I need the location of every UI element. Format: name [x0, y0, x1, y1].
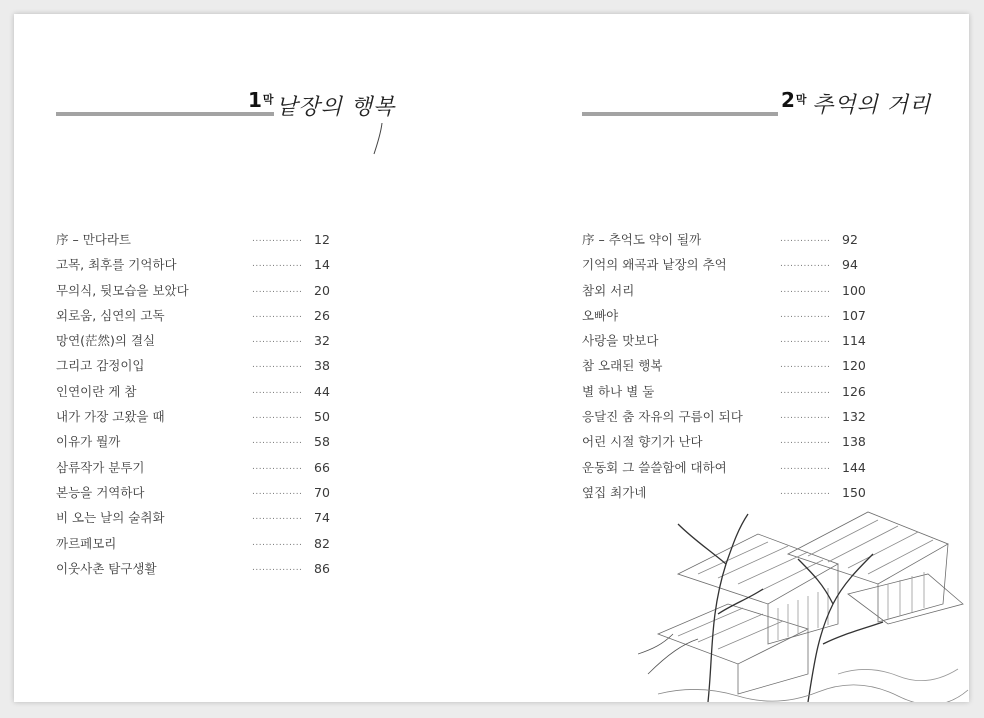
toc-leader: ...............: [252, 461, 303, 472]
toc-page-number: 132: [842, 409, 866, 425]
toc-leader: ...............: [252, 234, 303, 244]
toc-entry[interactable]: [56, 353, 356, 378]
toc-entry[interactable]: [56, 455, 356, 480]
toc-entry-title: 무의식, 뒷모습을 보았다: [56, 282, 189, 298]
act1-number-suffix: 막: [262, 93, 274, 106]
toc-entry-title: 별 하나 별 둘: [582, 383, 655, 399]
act2-number-suffix: 막: [795, 93, 807, 106]
toc-entry-title: 옆집 최가네: [582, 484, 647, 500]
toc-entry-title: 운동회 그 쓸쓸함에 대하여: [582, 459, 727, 475]
toc-page-number: 32: [314, 333, 330, 349]
toc-entry-title: 응달진 춤 자유의 구름이 되다: [582, 409, 743, 425]
toc-leader: ...............: [252, 284, 303, 295]
toc-entry-title: 망연(茫然)의 결실: [56, 333, 156, 349]
toc-entry-title: 기억의 왜곡과 낱장의 추억: [582, 257, 727, 273]
toc-page-number: 94: [842, 257, 858, 273]
toc-entry-title: 외로움, 심연의 고독: [56, 307, 165, 323]
toc-leader: ...............: [252, 335, 303, 346]
toc-page-number: 50: [314, 409, 330, 425]
toc-entry[interactable]: [56, 531, 356, 556]
toc-leader: ...............: [780, 385, 831, 396]
act1-title: 낱장의 행복: [276, 95, 396, 120]
sketch-tree: [678, 514, 763, 702]
toc-entry[interactable]: [582, 379, 882, 404]
toc-entry-title: 참외 서리: [582, 282, 635, 298]
toc-entry-title: 까르페모리: [56, 535, 117, 551]
toc-entry[interactable]: [56, 227, 356, 252]
toc-leader: ...............: [252, 411, 303, 422]
toc-page-number: 82: [314, 535, 330, 551]
toc-entry-title: 본능을 거역하다: [56, 484, 145, 500]
toc-entry-title: 이유가 뭘까: [56, 434, 121, 450]
toc-entry-title: 비 오는 날의 술취화: [56, 510, 165, 526]
toc-leader: ...............: [780, 234, 831, 244]
toc-page-number: 144: [842, 459, 866, 475]
act1-number-digit: 1: [248, 88, 262, 112]
toc-leader: ...............: [252, 512, 303, 523]
toc-leader: ...............: [252, 385, 303, 396]
toc-entry[interactable]: [582, 227, 882, 252]
act1-calligraphy-stroke-icon: [372, 122, 386, 156]
toc-page-number: 44: [314, 383, 330, 399]
act1-number: [248, 88, 274, 112]
toc-entry[interactable]: [582, 252, 882, 277]
toc-page-number: 86: [314, 560, 330, 576]
toc-entry[interactable]: [56, 252, 356, 277]
toc-page-number: 120: [842, 358, 866, 374]
act2-number-digit: 2: [781, 88, 795, 112]
toc-entry[interactable]: [56, 556, 356, 581]
toc-page-number: 38: [314, 358, 330, 374]
act1-header-bar: [56, 112, 274, 116]
toc-entry-title: 인연이란 게 참: [56, 383, 137, 399]
toc-page-number: 107: [842, 307, 866, 323]
toc-leader: ...............: [780, 335, 831, 346]
toc-entry-title: 내가 가장 고왔을 때: [56, 409, 165, 425]
toc-leader: ...............: [252, 436, 303, 447]
toc-entry-title: 어린 시절 향기가 난다: [582, 434, 703, 450]
toc-leader: ...............: [252, 259, 303, 270]
toc-leader: ...............: [252, 486, 303, 497]
toc-entry[interactable]: [582, 429, 882, 454]
toc-leader: ...............: [780, 461, 831, 472]
toc-leader: ...............: [780, 411, 831, 422]
book-spread: [14, 14, 969, 702]
toc-entry-title: 이웃사촌 탐구생활: [56, 560, 157, 576]
toc-leader: ...............: [252, 537, 303, 548]
toc-page-number: 150: [842, 484, 866, 500]
toc-entry[interactable]: [56, 278, 356, 303]
toc-leader: ...............: [780, 309, 831, 320]
sketch-roof: [658, 604, 808, 664]
toc-leader: ...............: [252, 309, 303, 320]
act2-toc-list: [582, 227, 882, 505]
toc-entry[interactable]: [582, 278, 882, 303]
toc-entry-title: 고목, 최후를 기억하다: [56, 257, 177, 273]
toc-entry-title: 序 – 추억도 약이 될까: [582, 232, 702, 247]
toc-entry[interactable]: [582, 328, 882, 353]
toc-page-number: 114: [842, 333, 866, 349]
sketch-tree: [798, 554, 883, 702]
toc-entry-title: 序 – 만다라트: [56, 232, 131, 247]
toc-page-number: 126: [842, 383, 866, 399]
toc-entry[interactable]: [56, 303, 356, 328]
pencil-sketch-illustration: [638, 504, 969, 702]
toc-leader: ...............: [780, 284, 831, 295]
toc-entry-title: 그리고 감정이입: [56, 358, 145, 374]
toc-entry[interactable]: [56, 328, 356, 353]
toc-entry-title: 삼류작가 분투기: [56, 459, 145, 475]
toc-page-number: 92: [842, 232, 858, 247]
toc-page-number: 12: [314, 232, 330, 247]
toc-page-number: 66: [314, 459, 330, 475]
toc-entry[interactable]: [582, 455, 882, 480]
toc-entry-title: 오빠야: [582, 307, 619, 323]
act2-header-bar: [582, 112, 778, 116]
toc-page-number: 14: [314, 257, 330, 273]
toc-page-number: 58: [314, 434, 330, 450]
toc-entry[interactable]: [582, 404, 882, 429]
act2-title: 추억의 거리: [812, 93, 932, 118]
toc-leader: ...............: [780, 436, 831, 447]
toc-entry[interactable]: [56, 404, 356, 429]
toc-page-number: 20: [314, 282, 330, 298]
toc-leader: ...............: [252, 562, 303, 573]
toc-entry-title: 참 오래된 행복: [582, 358, 663, 374]
act2-number: [781, 88, 807, 112]
toc-leader: ...............: [780, 360, 831, 371]
toc-leader: ...............: [780, 486, 831, 497]
toc-page-number: 70: [314, 484, 330, 500]
toc-page-number: 74: [314, 510, 330, 526]
toc-page-number: 26: [314, 307, 330, 323]
toc-entry[interactable]: [582, 353, 882, 378]
toc-entry[interactable]: [56, 505, 356, 530]
toc-entry[interactable]: [56, 379, 356, 404]
toc-page-number: 100: [842, 282, 866, 298]
act1-toc-list: [56, 227, 356, 581]
toc-entry[interactable]: [56, 429, 356, 454]
toc-leader: ...............: [252, 360, 303, 371]
toc-entry[interactable]: [582, 303, 882, 328]
toc-page-number: 138: [842, 434, 866, 450]
toc-entry[interactable]: [582, 480, 882, 505]
toc-leader: ...............: [780, 259, 831, 270]
toc-entry[interactable]: [56, 480, 356, 505]
toc-entry-title: 사랑을 맛보다: [582, 333, 659, 349]
